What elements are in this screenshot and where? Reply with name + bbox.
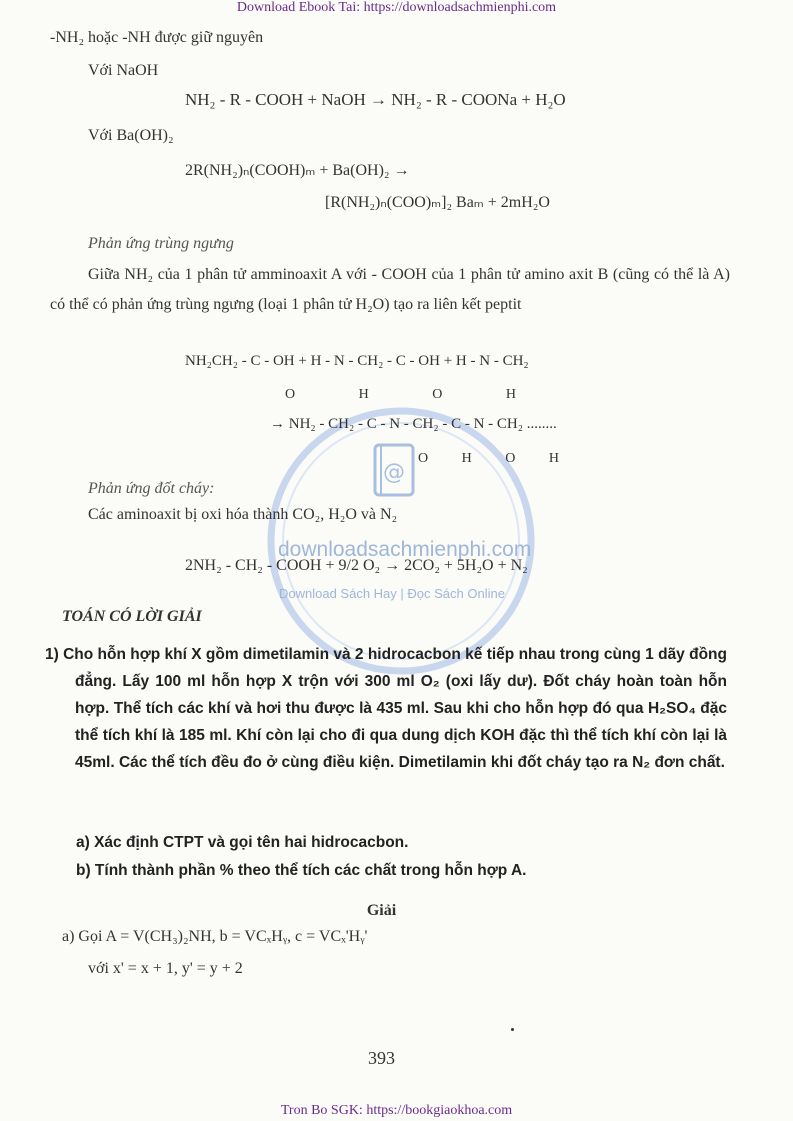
equation: NH₂ - R - COOH + NaOH → NH₂ - R - COONa + H₂O — [185, 90, 566, 109]
watermark-tagline: Download Sách Hay | Đọc Sách Online — [279, 586, 505, 601]
peptide-equation: NH₂CH₂ - C - OH + H - N - CH₂ - C - OH + H - N - CH₂ — [185, 353, 529, 369]
header-link[interactable]: Download Ebook Tai: https://downloadsachmienphi.com — [236, 0, 557, 15]
problem-part-a: a) Xác định CTPT và gọi tên hai hidrocacbon. — [76, 834, 409, 851]
equation: 2R(NH₂)ₙ(COOH)ₘ + Ba(OH)₂ → — [185, 162, 410, 179]
watermark-site: downloadsachmienphi.com — [278, 538, 532, 561]
speck — [511, 1028, 514, 1031]
text-line: Các aminoaxit bị oxi hóa thành CO₂, H₂O và N₂ — [88, 506, 398, 523]
text-line: Với NaOH — [88, 62, 159, 79]
section-title: TOÁN CÓ LỜI GIẢI — [62, 608, 202, 625]
footer-link[interactable]: Tron Bo SGK: https://bookgiaokhoa.com — [280, 1103, 513, 1118]
text-line: Với Ba(OH)₂ — [88, 127, 174, 144]
problem-statement: 1) Cho hỗn hợp khí X gồm dimetilamin và 2 hidrocacbon kế tiếp nhau trong cùng 1 dãy đồng đẳng. Lấy 100 ml hỗn hợp X trộn với 300 ml O₂ (oxi lấy dư). Đốt cháy hoàn toàn hỗn hợp. Thể tích các khí và hơi thu được là 435 ml. Sau khi cho hỗn hợp đó qua H₂SO₄ đặc thể tích khí là 185 ml. Khí còn lại cho đi qua dung dịch KOH đặc thì thể tích khí còn lại là 45ml. Các thể tích đều đo ở cùng điều kiện. Dimetilamin khi đốt cháy tạo ra N₂ đơn chất. — [45, 646, 727, 771]
text-line: -NH₂ hoặc -NH được giữ nguyên — [50, 29, 264, 46]
problem-part-b: b) Tính thành phần % theo thể tích các chất trong hỗn hợp A. — [76, 862, 527, 879]
equation: [R(NH₂)ₙ(COO)ₘ]₂ Baₘ + 2mH₂O — [325, 194, 550, 211]
equation: 2NH₂ - CH₂ - COOH + 9/2 O₂ → 2CO₂ + 5H₂O + N₂ — [185, 557, 528, 574]
peptide-product: → NH₂ - CH₂ - C - N - CH₂ - C - N - CH₂ ........ — [270, 416, 557, 432]
svg-text:@: @ — [383, 460, 405, 485]
solution-line: a) Gọi A = V(CH₃)₂NH, b = VCₓHᵧ, c = VCₓ'Hᵧ' — [62, 928, 368, 945]
page-number: 393 — [368, 1048, 395, 1068]
solution-line: với x' = x + 1, y' = y + 2 — [88, 960, 243, 977]
book-at-icon — [365, 440, 425, 510]
section-heading: Phản ứng đốt cháy: — [88, 480, 215, 497]
section-heading: Phản ứng trùng ngưng — [88, 235, 234, 252]
solution-heading: Giải — [366, 902, 397, 919]
paragraph: Giữa NH₂ của 1 phân tử amminoaxit A với - COOH của 1 phân tử amino axit B (cũng có thể là A) có thể có phản ứng trùng ngưng (loại 1 phân tử H₂O) tạo ra liên kết peptit — [50, 266, 730, 313]
peptide-substituents: O H O H — [285, 387, 516, 402]
peptide-product-substituents: O H O H — [418, 451, 559, 466]
